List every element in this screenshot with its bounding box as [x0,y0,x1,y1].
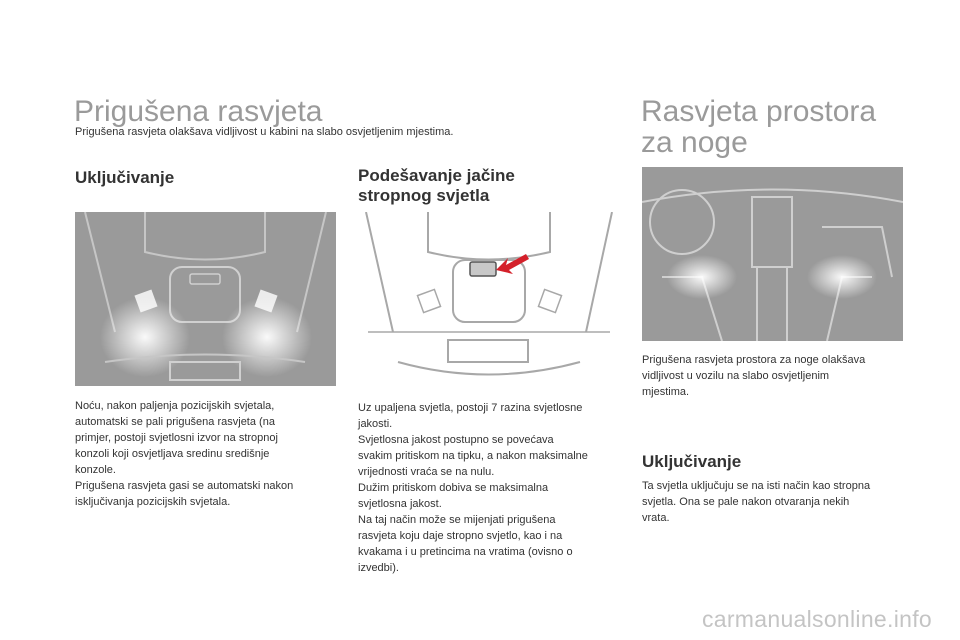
col1-body-text: Noću, nakon paljenja pozicijskih svjetala, automatski se pali prigušena rasvjeta (na primjer, postoji svjetlosni izvor na stropnoj konzoli koji osvjetljava sredinu središnje konzole. Prigušena rasvjeta gasi se automatski nakon isključivanja pozicijskih svjetala. [75,400,294,508]
watermark: carmanualsonline.info [701,606,932,632]
col2-body-text: Uz upaljena svjetla, postoji 7 razina svjetlosne jakosti. Svjetlosna jakost postupno se povećava svakim pritiskom na tipku, a nakon maksimalne vrijednosti vraća se na nulu. Dužim pritiskom dobiva se maksimalna svjetlosna jakost. Na taj način može se mijenjati prigušena rasvjeta koju daje stropno svjetlo, kao i na kvakama i u pretincima na vratima (ovisno o izvedbi). [358,402,588,574]
intro-text: Prigušena rasvjeta olakšava vidljivost u kabini na slabo osvjetljenim mjestima. [75,126,454,138]
right-intro-text: Prigušena rasvjeta prostora za noge olakšava vidljivost u vozilu na slabo osvjetljenim mjestima. [642,354,866,398]
ceiling-light-button-illustration [358,212,620,387]
section-heading-podesavanje-line1: Podešavanje jačine [358,166,515,185]
page-title: Prigušena rasvjeta [74,95,323,128]
section-heading-podesavanje-line2: stropnog svjetla [358,186,490,205]
section-heading-ukljucivanje: Uključivanje [75,168,175,187]
right-body-text: Ta svjetla uključuju se na isti način kao stropna svjetla. Ona se pale nakon otvaranja nekih vrata. [642,480,871,524]
ceiling-light-illustration [75,212,336,386]
right-section-heading: Uključivanje [642,452,742,471]
footwell-light-illustration [642,167,903,341]
right-title-line1: Rasvjeta prostora [641,95,877,128]
right-title-line2: za noge [641,126,748,159]
